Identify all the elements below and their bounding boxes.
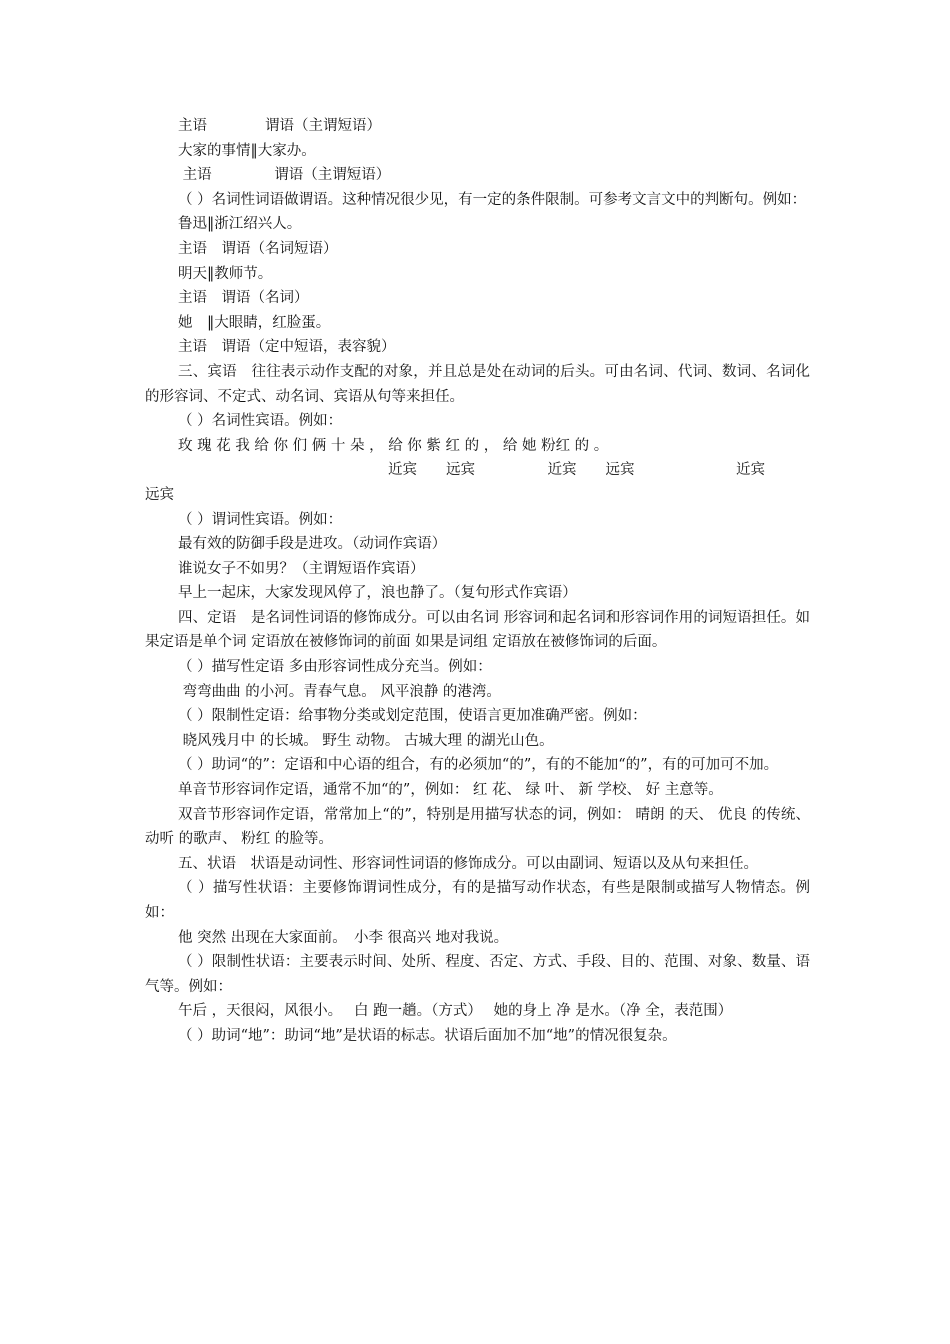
- line: 最有效的防御手段是进攻。（动词作宾语）: [178, 536, 447, 553]
- line: （ ）名词性宾语。例如：: [178, 413, 343, 430]
- line: （ ）助词“地”：助词“地”是状语的标志。状语后面加不加“地”的情况很复杂。: [178, 1027, 677, 1044]
- line: （ ）谓词性宾语。例如：: [178, 511, 343, 528]
- line: 晓风残月中 的长城。 野生 动物。 古城大理 的湖光山色。: [178, 732, 554, 749]
- document-page: [145, 114, 810, 1049]
- paragraph: （ ）限制性状语：主要表示时间、处所、程度、否定、方式、手段、目的、范围、对象、数量、语气等。例如：: [145, 954, 810, 995]
- line: 弯弯曲曲 的小河。青春气息。 风平浪静 的港湾。: [178, 683, 501, 700]
- paragraph: （ ）名词性词语做谓语。这种情况很少见，有一定的条件限制。可参考文言文中的判断句。例如：: [178, 191, 807, 208]
- line: 近宾 远宾 近宾 远宾 近宾: [388, 462, 765, 479]
- paragraph: 单音节形容词作定语，通常不加“的”，例如： 红 花、 绿 叶、 新 学校、 好 主意等。: [178, 782, 723, 799]
- paragraph: 三、宾语 往往表示动作支配的对象，并且总是处在动词的后头。可由名词、代词、数词、名词化的形容词、不定式、动名词、宾语从句等来担任。: [145, 363, 810, 405]
- line: 远宾: [145, 486, 174, 503]
- line: 主语 谓语（定中短语，表容貌）: [178, 339, 396, 356]
- line: 明天‖教师节。: [178, 265, 273, 282]
- paragraph: 四、定语 是名词性词语的修饰成分。可以由名词 形容词和起名词和形容词作用的词短语担任。如果定语是单个词 定语放在被修饰词的前面 如果是词组 定语放在被修饰词的后面。: [145, 609, 810, 651]
- paragraph: 双音节形容词作定语，常常加上“的”，特别是用描写状态的词，例如： 晴朗 的天、 优良 的传统、 动听 的歌声、 粉红 的脸等。: [145, 806, 810, 848]
- line: 大家的事情‖大家办。: [178, 142, 316, 159]
- line: 他 突然 出现在大家面前。 小李 很高兴 地对我说。: [178, 929, 509, 946]
- line: （ ）描写性定语 多由形容词性成分充当。例如：: [178, 659, 492, 676]
- line: 主语 谓语（主谓短语）: [178, 118, 381, 134]
- line: 玫 瑰 花 我 给 你 们 俩 十 朵 ， 给 你 紫 红 的 ， 给 她 粉红 的 。: [178, 437, 609, 454]
- line: 主语 谓语（名词）: [178, 290, 309, 307]
- paragraph: （ ）助词“的”：定语和中心语的组合，有的必须加“的”，有的不能加“的”，有的可加可不加。: [178, 757, 779, 774]
- line: 主语 谓语（名词短语）: [178, 240, 338, 257]
- line: 她 ‖大眼睛，红脸蛋。: [178, 314, 331, 331]
- line: 早上一起床，大家发现风停了，浪也静了。（复句形式作宾语）: [178, 585, 577, 602]
- line: 主语 谓语（主谓短语）: [178, 167, 391, 184]
- paragraph: 五、状语 状语是动词性、形容词性词语的修饰成分。可以由副词、短语以及从句来担任。: [178, 855, 758, 872]
- line: 谁说女子不如男？（主谓短语作宾语）: [178, 560, 425, 577]
- paragraph: 午后 ，天很闷，风很小。 白 跑一趟。（方式） 她的身上 净 是水。（净 全，表范围）: [178, 1003, 733, 1020]
- line: 鲁迅‖浙江绍兴人。: [178, 216, 302, 233]
- paragraph: （ ）描写性状语：主要修饰谓词性成分，有的是描写动作状态，有些是限制或描写人物情态。例如：: [145, 880, 810, 921]
- line: （ ）限制性定语：给事物分类或划定范围，使语言更加准确严密。例如：: [178, 708, 647, 725]
